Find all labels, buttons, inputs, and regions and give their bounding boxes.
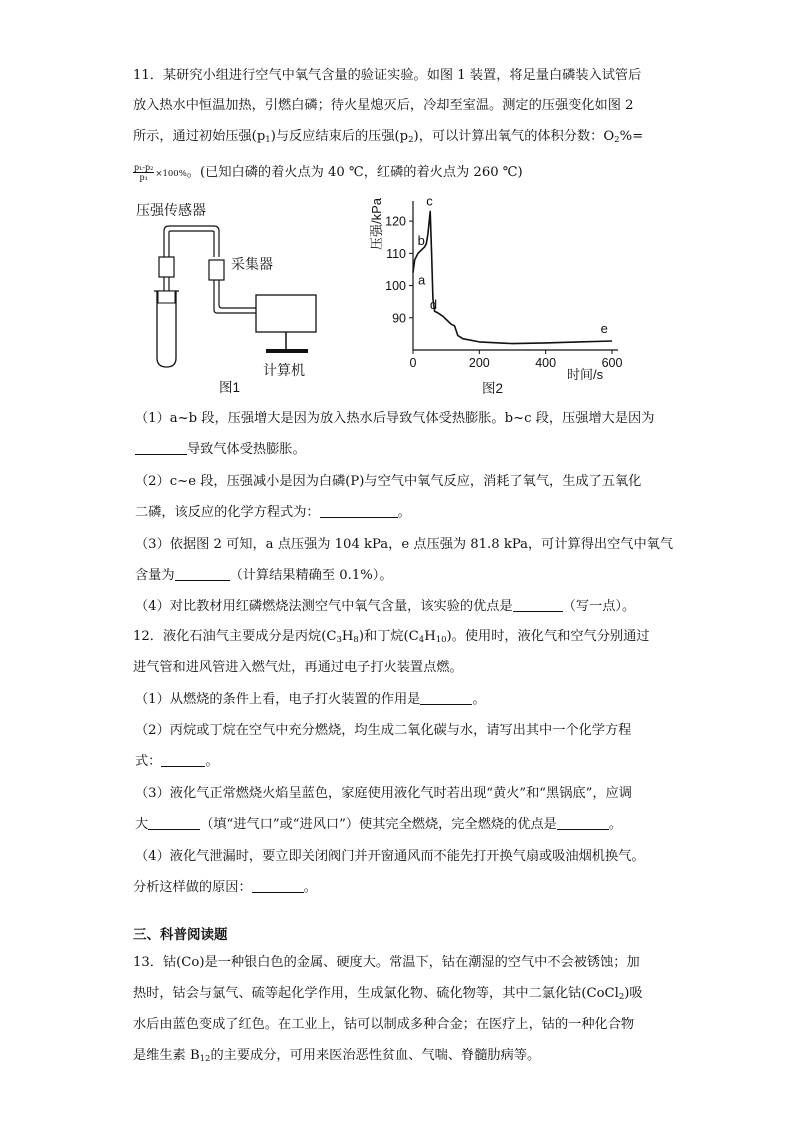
q12-sub2-text: 式： bbox=[135, 754, 162, 769]
x-axis-label: 时间/s bbox=[567, 367, 604, 382]
figure-1-caption: 图1 bbox=[219, 380, 241, 395]
formula-denominator: p₁ bbox=[139, 173, 148, 182]
q11-sub3-line1: （3）依据图 2 可知，a 点压强为 104 kPa，e 点压强为 81.8 kPa，可计算得出空气中氧气 bbox=[135, 537, 674, 552]
q12-sub1-end: 。 bbox=[472, 692, 486, 707]
q11-sub2-text: 二磷，该反应的化学方程式为： bbox=[135, 505, 320, 520]
computer-monitor bbox=[256, 295, 316, 332]
q11-l3-b: )与反应结束后的压强(p bbox=[270, 129, 409, 144]
q12-l1-s4: 10 bbox=[435, 635, 447, 645]
q12-sub4-text: 分析这样做的原因： bbox=[133, 880, 252, 895]
collector-box bbox=[209, 260, 224, 280]
section-heading: 三、科普阅读题 bbox=[133, 927, 228, 943]
q12-l1-e: )。使用时，液化气和空气分别通过 bbox=[446, 629, 650, 644]
q13-line4 bbox=[133, 1046, 673, 1066]
answer-blank-12-1[interactable] bbox=[420, 690, 472, 705]
q13-l4-b: 的主要成分，可用来医治恶性贫血、气喘、脊髓肋病等。 bbox=[210, 1048, 541, 1063]
q11-line2: 放入热水中恒温加热，引燃白磷；待火星熄灭后，冷却至室温。测定的压强变化如图 2 bbox=[133, 98, 634, 113]
q12-sub2-line2 bbox=[135, 752, 675, 772]
figure-2-pressure-chart bbox=[355, 195, 645, 400]
q11-sub3-text: 含量为 bbox=[135, 568, 175, 583]
q12-sub2-end: 。 bbox=[205, 754, 219, 769]
formula-note: 。(已知白磷的着火点为 40 ℃，红磷的着火点为 260 ℃) bbox=[186, 165, 523, 180]
q13-l2-a: 热时，钴会与氯气、硫等起化学作用，生成氯化物、硫化物等，其中二氯化钴(CoCl bbox=[133, 986, 619, 1001]
answer-blank-12-4[interactable] bbox=[252, 878, 304, 893]
formula-numerator: p₁-p₂ bbox=[134, 163, 154, 172]
computer-base bbox=[266, 349, 308, 353]
q12-sub1-line bbox=[135, 690, 675, 710]
rubber-stopper bbox=[158, 291, 175, 303]
point-label-c: c bbox=[426, 195, 433, 209]
y-tick-label: 90 bbox=[392, 311, 406, 326]
q11-line3 bbox=[133, 127, 673, 147]
q12-l1-d: H bbox=[424, 629, 436, 644]
q11-sub4-tail: （写一点）。 bbox=[562, 599, 636, 614]
x-tick-label: 600 bbox=[601, 356, 623, 370]
q12-sub1-text: （1）从燃烧的条件上看，电子打火装置的作用是 bbox=[135, 692, 421, 707]
q11-sub1-line1: （1）a~b 段，压强增大是因为放入热水后导致气体受热膨胀。b~c 段，压强增大是因为 bbox=[135, 411, 655, 426]
q12-sub3-line2 bbox=[135, 815, 675, 835]
sensor-box bbox=[159, 257, 174, 277]
q12-sub4-end: 。 bbox=[303, 880, 317, 895]
q12-sub4-line2 bbox=[133, 878, 673, 898]
y-tick-label: 120 bbox=[385, 214, 406, 229]
answer-blank-12-2[interactable] bbox=[161, 752, 205, 767]
y-tick-label: 100 bbox=[385, 279, 406, 294]
q12-l1-a: 12．液化石油气主要成分是丙烷(C bbox=[133, 629, 337, 644]
answer-blank-12-3a[interactable] bbox=[148, 815, 200, 830]
q11-l3-c: )，可以计算出氧气的体积分数：O bbox=[413, 129, 615, 144]
q12-l1-b: H bbox=[341, 629, 354, 644]
q11-l3-sub1: 1 bbox=[265, 135, 271, 145]
y-tick-label: 110 bbox=[386, 246, 406, 261]
x-tick-label: 400 bbox=[535, 356, 557, 370]
q11-l3-a: 所示，通过初始压强(p bbox=[133, 129, 266, 144]
point-label-b: b bbox=[417, 232, 425, 248]
x-tick-label: 200 bbox=[468, 356, 490, 370]
chart-annotations bbox=[418, 195, 608, 336]
q11-sub4-text: （4）对比教材用红磷燃烧法测空气中氧气含量，该实验的优点是 bbox=[135, 599, 513, 614]
q11-sub4-line bbox=[135, 597, 675, 617]
q13-line1: 13．钴(Co)是一种银白色的金属、硬度大。常温下，钴在潮湿的空气中不会被锈蚀；加 bbox=[133, 955, 640, 970]
chart-axes bbox=[413, 201, 618, 350]
answer-blank-11-2[interactable] bbox=[320, 503, 398, 518]
q12-line2: 进气管和进风管进入燃气灶，再通过电子打火装置点燃。 bbox=[133, 660, 463, 675]
figure-1-apparatus bbox=[128, 195, 358, 400]
answer-blank-11-4[interactable] bbox=[513, 597, 563, 612]
x-tick-label: 0 bbox=[409, 356, 417, 370]
q12-l1-s1: 3 bbox=[336, 635, 342, 645]
q13-l2-b: )吸 bbox=[624, 986, 643, 1001]
q11-sub3-line2 bbox=[135, 566, 675, 586]
q11-line1: 11．某研究小组进行空气中氧气含量的验证实验。如图 1 装置，将足量白磷装入试管后 bbox=[133, 68, 642, 83]
point-label-a: a bbox=[418, 272, 426, 288]
figure-2-caption: 图2 bbox=[482, 381, 504, 396]
q12-sub4-line1: （4）液化气泄漏时，要立即关闭阀门并开窗通风而不能先打开换气扇或吸油烟机换气。 bbox=[135, 849, 645, 864]
answer-blank-11-3[interactable] bbox=[175, 566, 230, 581]
q13-l2-sub: 2 bbox=[618, 992, 625, 1002]
q11-l3-sub2: 2 bbox=[408, 135, 414, 145]
answer-blank-11-1[interactable] bbox=[135, 440, 187, 455]
q13-line2 bbox=[133, 984, 673, 1004]
q12-sub3-text: 大 bbox=[135, 817, 149, 832]
q11-sub2-line2 bbox=[135, 503, 675, 523]
q11-sub1-line2 bbox=[135, 440, 675, 460]
q12-l1-c: )和丁烷(C bbox=[358, 629, 419, 644]
q11-formula-line bbox=[133, 163, 673, 184]
q11-sub1-tail: 导致气体受热膨胀。 bbox=[187, 442, 306, 457]
q12-l1-s3: 4 bbox=[418, 635, 425, 645]
sensor-label: 压强传感器 bbox=[136, 202, 206, 218]
answer-blank-12-3b[interactable] bbox=[557, 815, 609, 830]
chart-series bbox=[413, 211, 612, 343]
q11-sub2-end: 。 bbox=[397, 505, 411, 520]
collector-label: 采集器 bbox=[231, 256, 273, 272]
q11-sub3-tail: （计算结果精确至 0.1%）。 bbox=[229, 568, 393, 583]
q12-sub2-line1: （2）丙烷或丁烷在空气中充分燃烧，均生成二氧化碳与水，请写出其中一个化学方程 bbox=[135, 723, 632, 738]
point-label-d: d bbox=[429, 296, 438, 312]
q12-line1 bbox=[133, 627, 673, 647]
formula-tail: ×100% bbox=[155, 169, 187, 179]
q12-sub3-mid: （填“进气口”或“进风口”）使其完全燃烧，完全燃烧的优点是 bbox=[200, 817, 557, 832]
q11-l3-d: %= bbox=[619, 129, 644, 144]
q11-sub2-line1: （2）c~e 段，压强减小是因为白磷(P)与空气中氧气反应，消耗了氧气，生成了五氧化 bbox=[135, 474, 642, 489]
oxygen-formula-fraction bbox=[133, 163, 154, 182]
point-label-e: e bbox=[600, 320, 608, 336]
q13-l4-a: 是维生素 B bbox=[133, 1048, 200, 1063]
q12-sub3-end: 。 bbox=[608, 817, 623, 832]
computer-label: 计算机 bbox=[263, 362, 305, 378]
q12-l1-s2: 8 bbox=[353, 635, 359, 645]
q12-sub3-line1: （3）液化气正常燃烧火焰呈蓝色，家庭使用液化气时若出现“黄火”和“黑锅底”，应调 bbox=[135, 786, 632, 801]
q11-l3-sub3: 2 bbox=[614, 135, 620, 145]
q13-l4-sub: 12 bbox=[199, 1054, 211, 1064]
pressure-series-line bbox=[413, 211, 612, 343]
y-axis-label: 压强/kPa bbox=[369, 197, 384, 250]
q13-line3: 水后由蓝色变成了红色。在工业上，钴可以制成多种合金；在医疗上，钴的一种化合物 bbox=[133, 1017, 635, 1032]
